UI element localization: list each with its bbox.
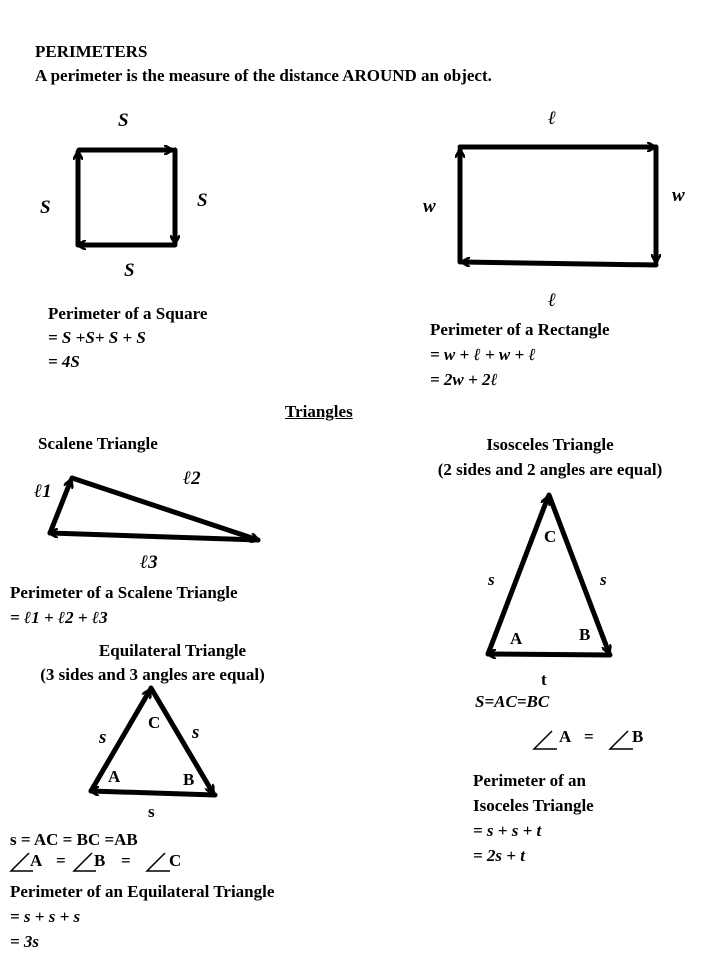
square-side-right: S (197, 190, 208, 211)
scalene-side3: ℓ3 (140, 552, 158, 573)
equilateral-angle-c: C (169, 851, 182, 870)
angle-symbol-iso-a (534, 731, 557, 749)
square-side-left: S (40, 197, 51, 218)
page-title: PERIMETERS (35, 42, 148, 61)
equilateral-side-right: s (192, 722, 200, 743)
square-figure (78, 150, 175, 245)
angle-symbol-iso-b (610, 731, 633, 749)
scalene-figure (50, 478, 258, 540)
rectangle-perimeter-heading: Perimeter of a Rectangle (430, 320, 610, 339)
isosceles-side-left: s (488, 570, 495, 589)
isosceles-side-right: s (600, 570, 607, 589)
equilateral-perimeter-line2: = 3s (10, 932, 40, 951)
square-perimeter-line2: = 4S (48, 352, 80, 371)
equilateral-vertex-c: C (148, 713, 161, 732)
isosceles-perimeter-line2: = 2s + t (473, 846, 525, 865)
rectangle-length-top: ℓ (548, 108, 557, 129)
scalene-side2: ℓ2 (183, 468, 201, 489)
rectangle-perimeter-line1: = w + ℓ + w + ℓ (430, 345, 536, 364)
equilateral-side-bottom: s (148, 802, 155, 821)
square-perimeter-heading: Perimeter of a Square (48, 304, 208, 323)
scalene-perimeter-heading: Perimeter of a Scalene Triangle (10, 583, 238, 602)
isosceles-angle-a: A (559, 727, 572, 746)
equilateral-angle-eq1: = (56, 851, 66, 870)
isosceles-base-t: t (541, 670, 547, 689)
scalene-title: Scalene Triangle (38, 434, 158, 453)
square-side-bottom: S (124, 260, 135, 281)
angle-symbol-eq-b (74, 853, 96, 871)
isosceles-angle-b: B (632, 727, 644, 746)
isosceles-vertex-b: B (579, 625, 591, 644)
square-perimeter-line1: = S +S+ S + S (48, 328, 146, 347)
isosceles-perimeter-heading-2: Isoceles Triangle (473, 796, 594, 815)
isosceles-perimeter-heading-1: Perimeter of an (473, 771, 586, 790)
equilateral-vertex-a: A (108, 767, 121, 786)
equilateral-angle-a: A (30, 851, 43, 870)
equilateral-subtitle: (3 sides and 3 angles are equal) (40, 665, 265, 684)
angle-symbol-eq-c (147, 853, 170, 871)
isosceles-subtitle: (2 sides and 2 angles are equal) (437, 460, 663, 479)
isosceles-angle-eq: = (584, 727, 594, 746)
rectangle-width-left: w (423, 196, 436, 217)
rectangle-length-bottom: ℓ (548, 290, 557, 311)
equilateral-vertex-b: B (183, 770, 195, 789)
equilateral-angle-b: B (94, 851, 106, 870)
rectangle-figure (460, 147, 656, 265)
equilateral-angle-eq2: = (121, 851, 131, 870)
isosceles-vertex-a: A (510, 629, 523, 648)
square-side-top: S (118, 110, 129, 131)
triangles-heading: Triangles (285, 402, 353, 421)
isosceles-title: Isosceles Triangle (486, 435, 614, 454)
rectangle-width-right: w (672, 185, 685, 206)
equilateral-title: Equilateral Triangle (98, 641, 247, 660)
equilateral-side-left: s (99, 727, 107, 748)
equilateral-equality: s = AC = BC =AB (10, 830, 138, 849)
isosceles-figure (488, 495, 610, 655)
isosceles-vertex-c: C (544, 527, 557, 546)
isosceles-perimeter-line1: = s + s + t (473, 821, 542, 840)
scalene-side1: ℓ1 (34, 481, 52, 502)
equilateral-perimeter-heading: Perimeter of an Equilateral Triangle (10, 882, 275, 901)
rectangle-perimeter-line2: = 2w + 2ℓ (430, 370, 498, 389)
scalene-perimeter-formula: = ℓ1 + ℓ2 + ℓ3 (10, 608, 108, 627)
perimeter-definition: A perimeter is the measure of the distance AROUND an object. (35, 66, 492, 85)
equilateral-perimeter-line1: = s + s + s (10, 907, 81, 926)
isosceles-equality: S=AC=BC (475, 692, 550, 711)
